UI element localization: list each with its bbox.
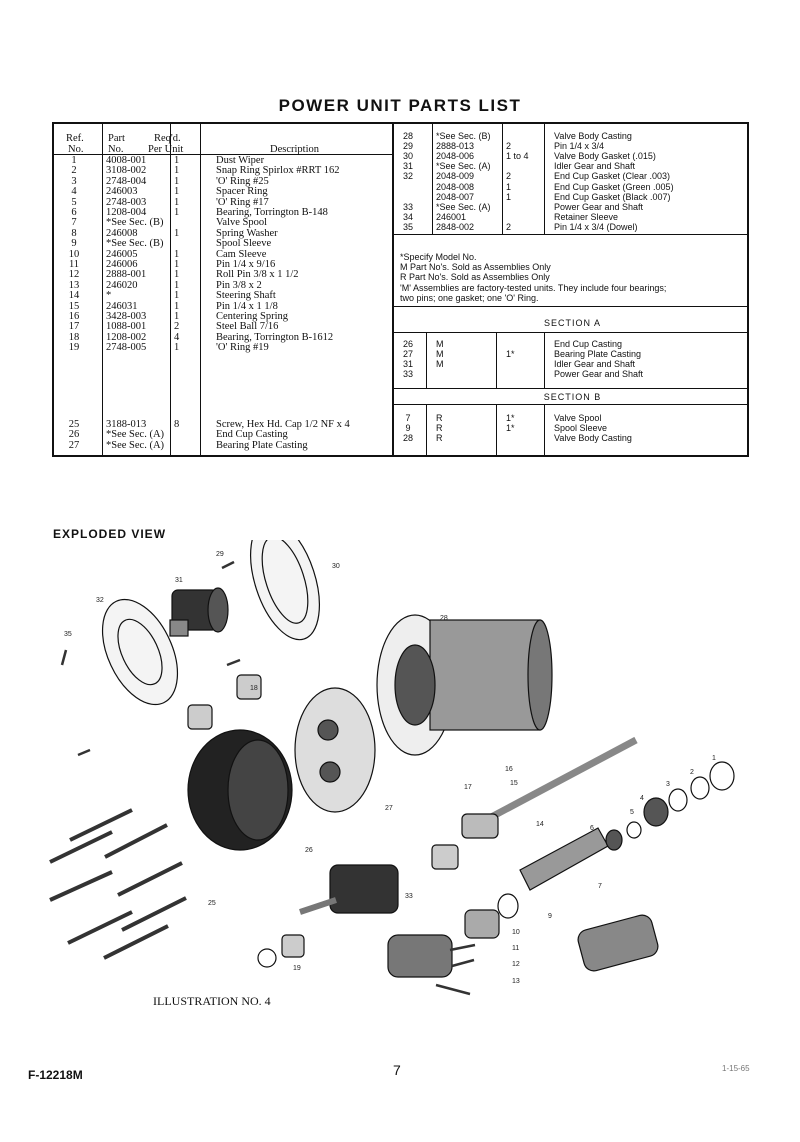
part-no-cell: R (436, 413, 443, 423)
retainer-sleeve-drawing (576, 913, 660, 973)
idler-gear-drawing (170, 588, 228, 636)
table-row (394, 203, 751, 212)
header-part: Part (108, 133, 125, 144)
description-cell: Screw, Hex Hd. Cap 1/2 NF x 4 (216, 419, 350, 430)
callout-label: 17 (464, 784, 472, 791)
header-per-unit: Per Unit (148, 144, 184, 155)
table-row (394, 360, 751, 369)
section-rule (392, 306, 749, 307)
description-cell: Bearing Plate Casting (216, 439, 308, 451)
part-no-cell: 246008 (106, 227, 138, 239)
qty-cell: 1 (506, 181, 512, 192)
ref-no-cell: 6 (71, 207, 77, 218)
description-cell: Pin 1/4 x 9/16 (216, 259, 276, 270)
qty-cell: 4 (174, 331, 180, 343)
page-number: 7 (393, 1062, 401, 1078)
callout-label: 26 (305, 847, 313, 854)
description-cell: Bearing, Torrington B-148 (216, 207, 328, 218)
part-no-cell: 2048-007 (436, 191, 475, 202)
callout-label: 4 (640, 795, 644, 802)
part-no-cell: 2748-004 (106, 175, 147, 187)
ref-no-cell: 7 (405, 413, 411, 423)
ref-no-cell: 12 (68, 269, 80, 281)
description-cell: End Cup Casting (554, 339, 623, 349)
callout-label: 19 (293, 965, 301, 972)
callout-label: 12 (512, 961, 520, 968)
description-cell: Idler Gear and Shaft (554, 161, 636, 172)
part-no-cell: 3188-013 (106, 419, 147, 430)
table-row (54, 343, 394, 353)
ref-no-cell: 31 (402, 161, 413, 172)
description-cell: Spool Sleeve (554, 423, 608, 433)
part-no-cell: 3428-003 (106, 311, 147, 322)
description-cell: Steering Shaft (216, 290, 276, 302)
callout-label: 6 (590, 825, 594, 832)
description-cell: Valve Spool (216, 217, 268, 229)
description-cell: Valve Spool (554, 413, 602, 423)
ref-no-cell: 35 (402, 221, 413, 232)
table-row (394, 223, 751, 232)
ref-no-cell: 9 (405, 423, 411, 433)
part-no-cell: 246031 (106, 300, 138, 312)
description-cell: Valve Body Casting (554, 131, 632, 141)
part-no-cell: 246001 (436, 211, 467, 222)
ref-no-cell: 31 (402, 359, 413, 369)
section-rule (392, 404, 749, 405)
description-cell: Pin 1/4 x 3/4 (Dowel) (554, 221, 638, 232)
part-no-cell: R (436, 423, 443, 433)
callout-label: 31 (175, 577, 183, 584)
qty-cell: 1* (506, 349, 515, 359)
table-row (394, 183, 751, 192)
qty-cell: 1* (506, 413, 515, 423)
part-no-cell: * (106, 290, 112, 302)
qty-cell: 1 (174, 342, 180, 354)
ref-no-cell: 27 (68, 439, 80, 451)
date-stamp: 1-15-65 (722, 1064, 750, 1073)
header-ref-no: No. (68, 144, 84, 155)
qty-cell: 1 (174, 290, 180, 302)
table-row (394, 434, 751, 443)
description-cell: Spring Washer (216, 227, 278, 239)
end-cup-casting-drawing (188, 730, 292, 850)
qty-cell: 1* (506, 423, 515, 433)
ref-no-cell: 27 (402, 349, 413, 359)
note-line: *Specify Model No. (400, 252, 477, 262)
ref-no-cell: 29 (402, 141, 413, 152)
ref-no-cell: 19 (68, 342, 80, 354)
ref-no-cell: 16 (68, 311, 80, 322)
callout-label: 7 (598, 883, 602, 890)
callout-label: 33 (405, 893, 413, 900)
qty-cell: 1 (506, 191, 512, 202)
callout-label: 18 (250, 685, 258, 692)
description-cell: Roll Pin 3/8 x 1 1/2 (216, 269, 299, 281)
ref-no-cell: 10 (68, 248, 80, 260)
callout-label: 9 (548, 913, 552, 920)
description-cell: Dust Wiper (216, 155, 265, 166)
description-cell: Retainer Sleeve (554, 211, 619, 222)
description-cell: Pin 1/4 x 3/4 (554, 141, 605, 152)
part-no-cell: 2848-002 (436, 221, 475, 232)
spool-sleeve-drawing (388, 910, 499, 977)
section-rule (392, 234, 749, 235)
qty-cell: 2 (174, 321, 180, 333)
part-no-cell: 246020 (106, 279, 138, 291)
ref-no-cell: 26 (402, 339, 413, 349)
callout-label: 15 (510, 780, 518, 787)
description-cell: 'O' Ring #25 (216, 175, 269, 187)
qty-cell: 1 (174, 279, 180, 291)
description-cell: Valve Body Casting (554, 433, 632, 443)
table-row (394, 193, 751, 202)
part-no-cell: 246006 (106, 259, 138, 270)
illustration-label: ILLUSTRATION NO. 4 (153, 994, 271, 1008)
description-cell: Power Gear and Shaft (554, 201, 644, 212)
part-no-cell: *See Sec. (A) (436, 161, 491, 172)
table-row (394, 162, 751, 171)
power-gear-drawing (300, 865, 398, 913)
description-cell: Power Gear and Shaft (554, 369, 644, 379)
part-no-cell: *See Sec. (A) (436, 201, 491, 212)
description-cell: End Cup Gasket (Green .005) (554, 181, 674, 192)
part-no-cell: 1208-004 (106, 207, 147, 218)
part-no-cell: *See Sec. (B) (106, 217, 164, 229)
table-row (394, 350, 751, 359)
ref-no-cell: 30 (402, 151, 413, 162)
ref-no-cell: 5 (71, 196, 77, 208)
valve-body-casting-drawing (377, 615, 552, 755)
ref-no-cell: 1 (71, 155, 77, 166)
callout-label: 1 (712, 755, 716, 762)
header-part-no: No. (108, 144, 124, 155)
part-no-cell: M (436, 339, 444, 349)
valve-spool-drawing (520, 828, 608, 890)
ref-no-cell: 9 (71, 238, 77, 250)
ref-no-cell: 8 (71, 227, 77, 239)
ref-no-cell: 7 (71, 217, 77, 229)
description-cell: Snap Ring Spirlox #RRT 162 (216, 165, 340, 177)
table-row (54, 441, 394, 451)
part-no-cell: 3108-002 (106, 165, 147, 177)
section-rule (392, 388, 749, 389)
bearing-plate-casting-drawing (295, 688, 375, 812)
qty-cell: 1 (174, 248, 180, 260)
qty-cell: 2 (506, 221, 512, 232)
callout-label: 14 (536, 821, 544, 828)
callout-label: 2 (690, 769, 694, 776)
note-line: two pins; one gasket; one 'O' Ring. (400, 292, 539, 303)
part-no-cell: 2048-008 (436, 181, 475, 192)
callout-label: 32 (96, 597, 104, 604)
part-no-cell: 2748-003 (106, 196, 147, 208)
qty-cell: 1 to 4 (506, 151, 529, 162)
qty-cell: 1 (174, 227, 180, 239)
part-no-cell: M (436, 349, 444, 359)
part-no-cell: 2048-006 (436, 151, 475, 162)
qty-cell: 1 (174, 175, 180, 187)
exploded-view-drawing (0, 540, 800, 1000)
description-cell: End Cup Gasket (Clear .003) (554, 171, 671, 182)
part-no-cell: *See Sec. (B) (106, 238, 164, 250)
table-row (394, 172, 751, 181)
ref-no-cell: 32 (402, 171, 413, 182)
steering-shaft-drawing (462, 740, 636, 838)
description-cell: Bearing, Torrington B-1612 (216, 331, 334, 343)
note-line: 'M' Assemblies are factory-tested units. They include four bearings; (400, 282, 667, 293)
ref-no-cell: 26 (68, 429, 80, 441)
callout-label: 11 (512, 945, 520, 952)
table-row (394, 152, 751, 161)
ref-no-cell: 3 (71, 175, 77, 187)
callout-label: 5 (630, 809, 634, 816)
section-rule (392, 332, 749, 333)
ref-no-cell: 17 (68, 321, 80, 333)
description-cell: Steel Ball 7/16 (216, 321, 279, 333)
callout-label: 25 (208, 900, 216, 907)
description-cell: Bearing Plate Casting (554, 349, 642, 359)
ref-no-cell: 11 (68, 259, 80, 270)
table-row (394, 132, 751, 141)
form-number: F-12218M (28, 1068, 83, 1082)
note-line: R Part No's. Sold as Assemblies Only (400, 272, 550, 283)
section-b-heading: SECTION B (543, 392, 602, 402)
qty-cell: 1 (174, 207, 180, 218)
description-cell: Spool Sleeve (216, 238, 272, 250)
qty-cell: 1 (174, 196, 180, 208)
part-no-cell: 2888-001 (106, 269, 147, 281)
ref-no-cell: 15 (68, 300, 80, 312)
callout-label: 29 (216, 551, 224, 558)
part-no-cell: 1088-001 (106, 321, 147, 333)
description-cell: Pin 1/4 x 1 1/8 (216, 300, 278, 312)
part-no-cell: 4008-001 (106, 155, 147, 166)
callout-label: 10 (512, 929, 520, 936)
callout-label: 35 (64, 631, 72, 638)
header-description: Description (270, 144, 319, 155)
ref-no-cell: 33 (402, 201, 413, 212)
callout-label: 30 (332, 563, 340, 570)
description-cell: Centering Spring (216, 311, 289, 322)
qty-cell: 1 (174, 155, 180, 166)
qty-cell: 1 (174, 269, 180, 281)
qty-cell: 2 (506, 171, 512, 182)
ref-no-cell: 14 (68, 290, 80, 302)
qty-cell: 8 (174, 419, 180, 430)
table-row (394, 340, 751, 349)
ref-no-cell: 4 (71, 186, 77, 198)
table-row (394, 142, 751, 151)
screws-drawing (50, 810, 186, 958)
ref-no-cell: 34 (402, 211, 413, 222)
description-cell: Idler Gear and Shaft (554, 359, 636, 369)
ref-no-cell: 28 (402, 131, 413, 141)
description-cell: Cam Sleeve (216, 248, 267, 260)
part-no-cell: 246005 (106, 248, 138, 260)
qty-cell: 1 (174, 165, 180, 177)
part-no-cell: 2888-013 (436, 141, 475, 152)
exploded-view-label: EXPLODED VIEW (53, 527, 167, 541)
description-cell: Spacer Ring (216, 186, 268, 198)
description-cell: End Cup Casting (216, 429, 288, 441)
part-no-cell: M (436, 359, 444, 369)
callout-label: 3 (666, 781, 670, 788)
qty-cell: 1 (174, 186, 180, 198)
section-a-heading: SECTION A (543, 318, 601, 328)
part-no-cell: 2748-005 (106, 342, 147, 354)
ref-no-cell: 13 (68, 279, 80, 291)
callout-label: 13 (512, 978, 520, 985)
ref-no-cell: 18 (68, 331, 80, 343)
description-cell: 'O' Ring #17 (216, 196, 269, 208)
part-no-cell: *See Sec. (A) (106, 429, 165, 441)
table-row (394, 424, 751, 433)
table-row (394, 213, 751, 222)
page-title: POWER UNIT PARTS LIST (278, 96, 522, 115)
callout-label: 16 (505, 766, 513, 773)
ref-no-cell: 2 (71, 165, 77, 177)
qty-cell: 1 (174, 311, 180, 322)
part-no-cell: 1208-002 (106, 331, 147, 343)
part-no-cell: 246003 (106, 186, 138, 198)
qty-cell: 1 (174, 300, 180, 312)
ref-no-cell: 33 (402, 369, 413, 379)
description-cell: Valve Body Gasket (.015) (554, 151, 656, 162)
description-cell: End Cup Gasket (Black .007) (554, 191, 671, 202)
table-row (394, 414, 751, 423)
note-line: M Part No's. Sold as Assemblies Only (400, 262, 551, 273)
ref-no-cell: 28 (402, 433, 413, 443)
parts-table (52, 122, 749, 457)
ref-no-cell: 25 (68, 419, 80, 430)
part-no-cell: R (436, 433, 443, 443)
callout-label: 27 (385, 805, 393, 812)
qty-cell: 1 (174, 259, 180, 270)
header-ref: Ref. (66, 133, 84, 144)
table-row (394, 370, 751, 379)
header-reqd: Req'd. (154, 133, 181, 144)
part-no-cell: *See Sec. (A) (106, 439, 165, 451)
description-cell: Pin 3/8 x 2 (216, 279, 262, 291)
qty-cell: 2 (506, 141, 512, 152)
part-no-cell: 2048-009 (436, 171, 475, 182)
callout-label: 28 (440, 615, 448, 622)
valve-body-gasket-drawing (237, 540, 332, 648)
part-no-cell: *See Sec. (B) (436, 131, 491, 141)
description-cell: 'O' Ring #19 (216, 342, 269, 354)
